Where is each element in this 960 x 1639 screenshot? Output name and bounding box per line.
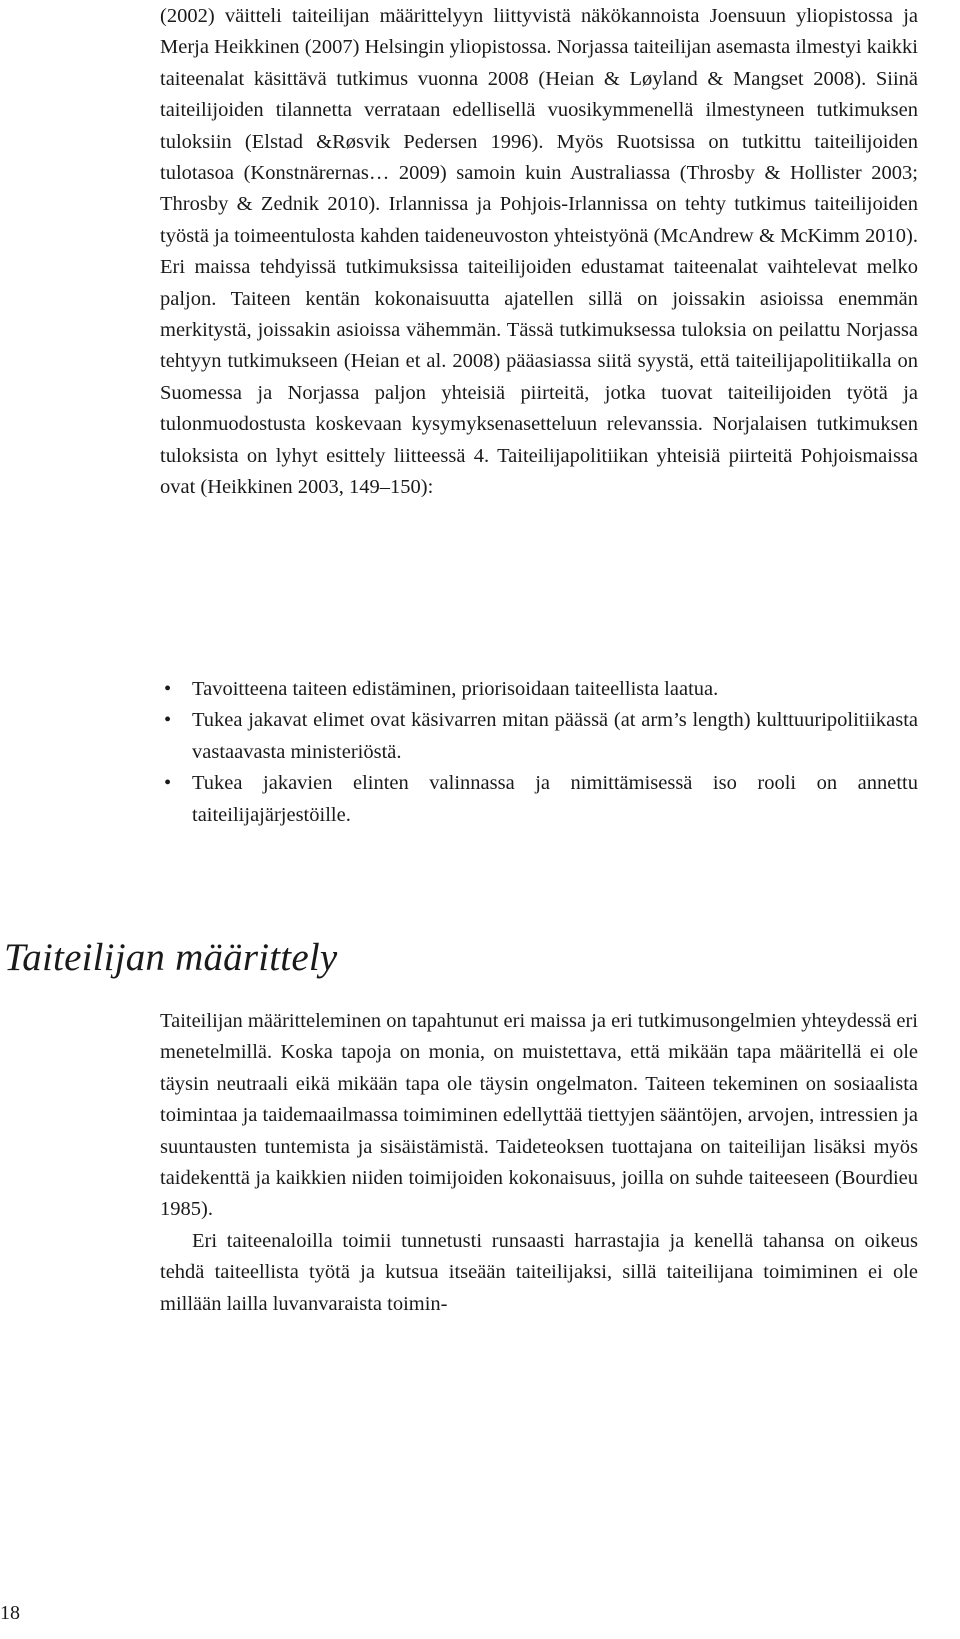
bullet-list xyxy=(160,674,918,831)
section-paragraph: Taiteilijan määritteleminen on tapahtunut eri maissa ja eri tutkimusongelmien yhteydessä eri menetelmillä. Koska tapoja on monia, on muistettava, että mikään tapa määritellä ei ole täysin neutraali eikä mikään tapa ole täysin ongelmaton. Taiteen tekeminen on sosiaalista toimintaa ja taidemaailmassa toimiminen edellyttää tiettyjen sääntöjen, arvojen, intressien ja suuntausten tuntemista ja sisäistämistä. Taideteoksen tuottajana on taiteilijan lisäksi myös taidekenttä ja kaikkien niiden toimijoiden kokonaisuus, joilla on suhde taiteeseen (Bourdieu 1985). xyxy=(160,1010,918,1221)
bullet-item: • Tukea jakavat elimet ovat käsivarren mitan päässä (at arm’s length) kulttuuripolitiikasta vastaavasta ministeriöstä. xyxy=(160,705,918,768)
bullet-item: • Tukea jakavien elinten valinnassa ja nimittämisessä iso rooli on annettu taiteilijajärjestöille. xyxy=(160,768,918,831)
section-heading: Taiteilijan määrittely xyxy=(4,936,338,979)
bullet-item: • Tavoitteena taiteen edistäminen, priorisoidaan taiteellista laatua. xyxy=(160,674,918,705)
intro-paragraph: (2002) väitteli taiteilijan määrittelyyn liittyvistä näkökannoista Joensuun yliopistossa ja Merja Heikkinen (2007) Helsingin yliopistossa. Norjassa taiteilijan asemasta ilmestyi kaikki taiteenalat käsittävä tutkimus vuonna 2008 (Heian & Løyland & Mangset 2008). Siinä taiteilijoiden tilannetta verrataan edellisellä vuosikymmenellä ilmestyneen tutkimuksen tuloksiin (Elstad &Røsvik Pedersen 1996). Myös Ruotsissa on tutkittu taiteilijoiden tulotasoa (Konstnärernas… 2009) samoin kuin Australiassa (Throsby & Hollister 2003; Throsby & Zednik 2010). Irlannissa ja Pohjois-Irlannissa on tehty tutkimus taiteilijoiden työstä ja toimeentulosta kahden taideneuvoston yhteistyönä (McAndrew & McKimm 2010). Eri maissa tehdyissä tutkimuksissa taiteilijoiden edustamat taiteenalat vaihtelevat melko paljon. Taiteen kentän kokonaisuutta ajatellen sillä on joissakin asioissa enemmän merkitystä, joissakin asioissa vähemmän. Tässä tutkimuksessa tuloksia on peilattu Norjassa tehtyyn tutkimukseen (Heian et al. 2008) pääasiassa siitä syystä, että taiteilijapolitiikalla on Suomessa ja Norjassa paljon yhteisiä piirteitä, jotka tuovat taiteilijoiden työtä ja tulonmuodostusta koskevaan kysymyksenasetteluun relevanssia. Norjalaisen tutkimuksen tuloksista on lyhyt esittely liitteessä 4. Taiteilijapolitiikan yhteisiä piirteitä Pohjoismaissa ovat (Heikkinen 2003, 149–150): xyxy=(160,5,918,499)
page-number: 18 xyxy=(0,1602,20,1624)
section-paragraph: Eri taiteenaloilla toimii tunnetusti runsaasti harrastajia ja kenellä tahansa on oikeus tehdä taiteellista työtä ja kutsua itseään taiteilijaksi, sillä taiteilijana toimiminen ei ole millään lailla luvanvaraista toimin- xyxy=(160,1229,918,1315)
intro-text-block xyxy=(160,1,918,504)
section-text-block xyxy=(160,1006,918,1320)
